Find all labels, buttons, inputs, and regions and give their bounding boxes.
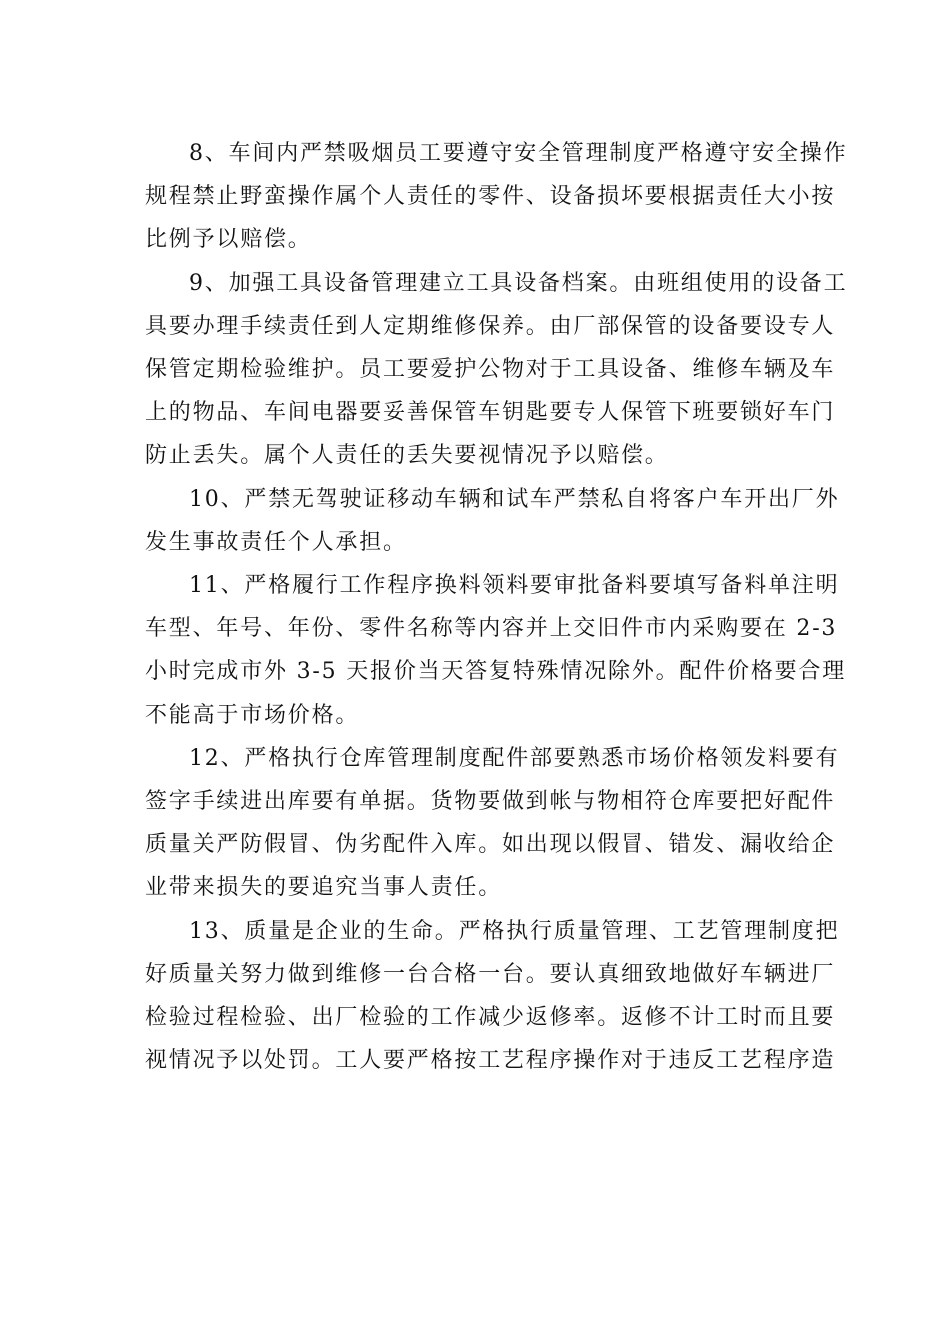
paragraph-10 xyxy=(145,478,840,564)
paragraph-line: 好质量关努力做到维修一台合格一台。要认真细致地做好车辆进厂 xyxy=(145,961,836,987)
paragraph-line: 10、严禁无驾驶证移动车辆和试车严禁私自将客户车开出厂外 xyxy=(189,486,840,512)
paragraph-line: 车型、年号、年份、零件名称等内容并上交旧件市内采购要在 2-3 xyxy=(145,616,838,642)
paragraph-line: 小时完成市外 3-5 天报价当天答复特殊情况除外。配件价格要合理 xyxy=(145,659,847,685)
paragraph-line: 不能高于市场价格。 xyxy=(145,702,360,728)
document-body xyxy=(145,132,848,1082)
paragraph-line: 防止丢失。属个人责任的丢失要视情况予以赔偿。 xyxy=(145,443,669,469)
paragraph-13 xyxy=(145,910,840,1083)
paragraph-line: 检验过程检验、出厂检验的工作减少返修率。返修不计工时而且要 xyxy=(145,1005,836,1031)
paragraph-8 xyxy=(145,132,848,262)
paragraph-line: 上的物品、车间电器要妥善保管车钥匙要专人保管下班要锁好车门 xyxy=(145,400,836,426)
paragraph-9 xyxy=(145,262,848,478)
paragraph-line: 11、严格履行工作程序换料领料要审批备料要填写备料单注明 xyxy=(189,573,840,599)
paragraph-line: 业带来损失的要追究当事人责任。 xyxy=(145,875,503,901)
paragraph-line: 签字手续进出库要有单据。货物要做到帐与物相符仓库要把好配件 xyxy=(145,789,836,815)
paragraph-line: 8、车间内严禁吸烟员工要遵守安全管理制度严格遵守安全操作 xyxy=(189,141,848,166)
paragraph-line: 发生事故责任个人承担。 xyxy=(145,529,407,555)
paragraph-line: 保管定期检验维护。员工要爱护公物对于工具设备、维修车辆及车 xyxy=(145,357,836,383)
paragraph-line: 具要办理手续责任到人定期维修保养。由厂部保管的设备要设专人 xyxy=(145,313,836,339)
paragraph-line: 比例予以赔偿。 xyxy=(145,227,312,253)
paragraph-line: 视情况予以处罚。工人要严格按工艺程序操作对于违反工艺程序造 xyxy=(145,1048,836,1074)
paragraph-line: 质量关严防假冒、伪劣配件入库。如出现以假冒、错发、漏收给企 xyxy=(145,832,836,858)
paragraph-12 xyxy=(145,737,840,910)
paragraph-line: 9、加强工具设备管理建立工具设备档案。由班组使用的设备工 xyxy=(189,270,848,296)
paragraph-11 xyxy=(145,564,847,737)
paragraph-line: 规程禁止野蛮操作属个人责任的零件、设备损坏要根据责任大小按 xyxy=(145,184,836,210)
paragraph-line: 12、严格执行仓库管理制度配件部要熟悉市场价格领发料要有 xyxy=(189,745,840,771)
paragraph-line: 13、质量是企业的生命。严格执行质量管理、工艺管理制度把 xyxy=(189,918,840,944)
